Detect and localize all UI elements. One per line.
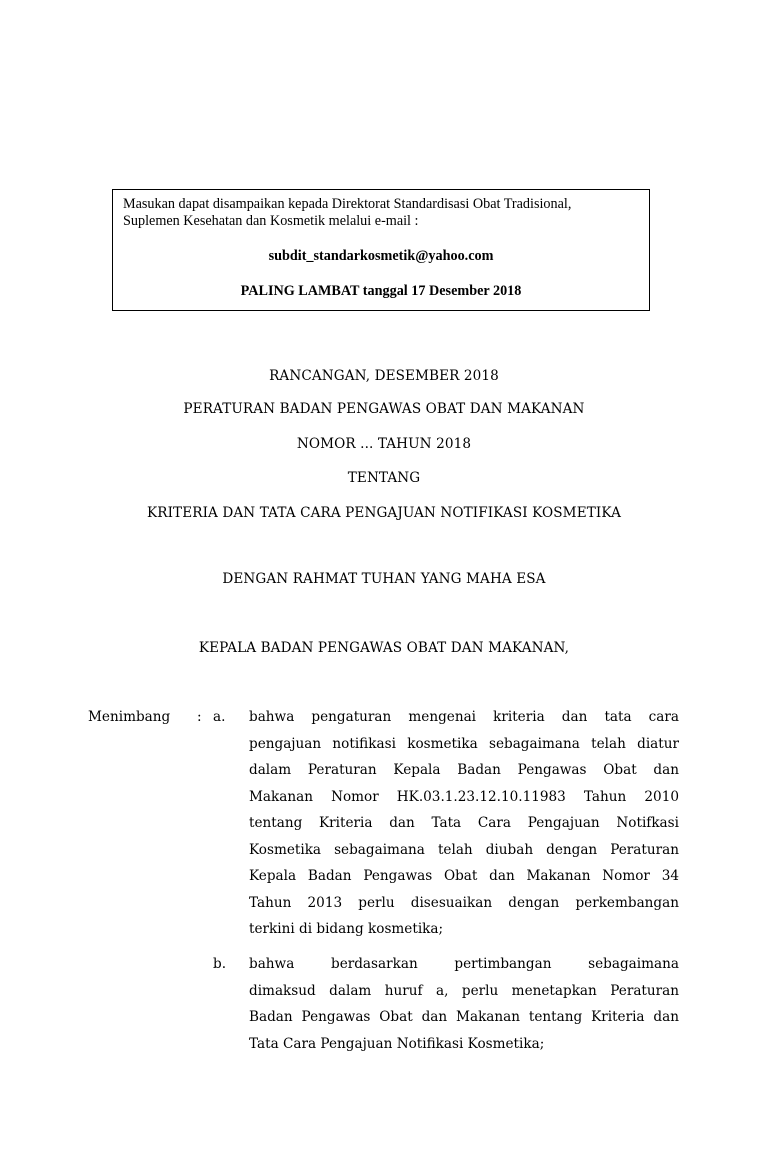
- item-marker-b: b.: [213, 956, 227, 972]
- item-a-line: Kosmetika sebagaimana telah diubah dengan Peraturan: [249, 842, 679, 858]
- considering-colon: :: [197, 709, 202, 725]
- item-a-line: terkini di bidang kosmetika;: [249, 921, 444, 937]
- regulation-subject: KRITERIA DAN TATA CARA PENGAJUAN NOTIFIKASI KOSMETIKA: [147, 505, 621, 521]
- notice-line-1: Masukan dapat disampaikan kepada Direktorat Standardisasi Obat Tradisional,: [123, 196, 572, 212]
- item-b-line: Tata Cara Pengajuan Notifikasi Kosmetika;: [249, 1036, 545, 1052]
- authority: KEPALA BADAN PENGAWAS OBAT DAN MAKANAN,: [198, 640, 570, 656]
- notice-box: [112, 189, 650, 311]
- notice-line-2: Suplemen Kesehatan dan Kosmetik melalui e-mail :: [123, 213, 419, 229]
- item-b-line: bahwa berdasarkan pertimbangan sebagaimana: [249, 956, 679, 972]
- about-label: TENTANG: [347, 470, 421, 486]
- item-a-line: Makanan Nomor HK.03.1.23.12.10.11983 Tahun 2010: [249, 789, 679, 805]
- regulation-number: NOMOR ... TAHUN 2018: [296, 436, 472, 452]
- item-a-line: Kepala Badan Pengawas Obat dan Makanan Nomor 34: [249, 868, 679, 884]
- regulation-title: PERATURAN BADAN PENGAWAS OBAT DAN MAKANAN: [183, 401, 585, 417]
- item-b-line: dimaksud dalam huruf a, perlu menetapkan Peraturan: [249, 983, 679, 999]
- notice-email: subdit_standarkosmetik@yahoo.com: [268, 248, 494, 264]
- draft-date: RANCANGAN, DESEMBER 2018: [269, 368, 499, 384]
- item-a-line: bahwa pengaturan mengenai kriteria dan tata cara: [249, 709, 679, 725]
- item-a-line: pengajuan notifikasi kosmetika sebagaimana telah diatur: [249, 736, 679, 752]
- invocation: DENGAN RAHMAT TUHAN YANG MAHA ESA: [222, 571, 546, 587]
- item-marker-a: a.: [213, 709, 226, 725]
- item-a-line: tentang Kriteria dan Tata Cara Pengajuan Notifkasi: [249, 815, 679, 831]
- item-a-line: dalam Peraturan Kepala Badan Pengawas Obat dan: [249, 762, 679, 778]
- notice-deadline: PALING LAMBAT tanggal 17 Desember 2018: [240, 283, 522, 299]
- item-a-line: Tahun 2013 perlu disesuaikan dengan perkembangan: [249, 895, 679, 911]
- considering-label: Menimbang: [88, 709, 171, 725]
- item-b-line: Badan Pengawas Obat dan Makanan tentang Kriteria dan: [249, 1009, 679, 1025]
